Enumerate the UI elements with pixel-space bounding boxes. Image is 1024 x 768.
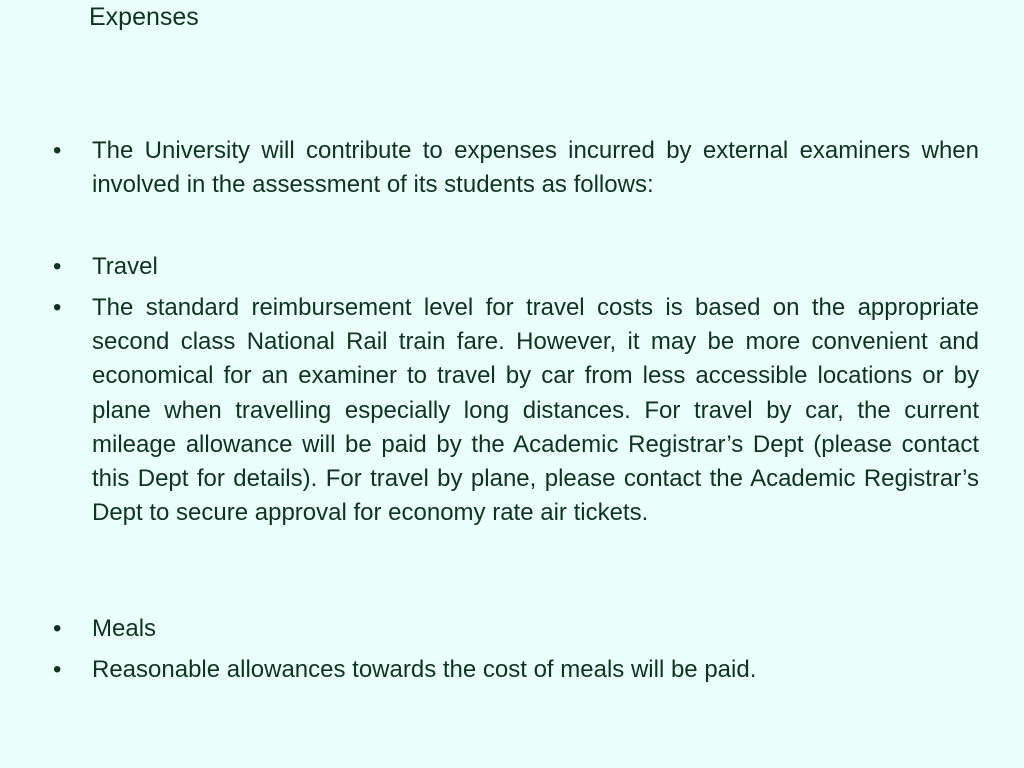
bullet-item [53, 250, 979, 284]
bullet-item [53, 612, 979, 646]
bullet-text: Meals [92, 615, 157, 642]
bullet-marker: • [53, 294, 62, 321]
slide-title: Expenses [89, 3, 199, 31]
bullet-marker: • [53, 656, 62, 683]
bullet-item [53, 134, 979, 202]
bullet-marker: • [53, 615, 62, 642]
bullet-text: The standard reimbursement level for travel costs is based on the appropriate second class National Rail train fare. However, it may be more convenient and economical for an examiner to travel by car from less accessible locations or by plane when travelling especially long distances. For travel by car, the current mileage allowance will be paid by the Academic Registrar’s Dept (please contact this Dept for details). For travel by plane, please contact the Academic Registrar’s Dept to secure approval for economy rate air tickets. [92, 294, 979, 527]
bullet-text: The University will contribute to expenses incurred by external examiners when involved in the assessment of its students as follows: [92, 137, 979, 199]
bullet-marker: • [53, 137, 62, 164]
bullet-item [53, 291, 979, 530]
bullet-text: Reasonable allowances towards the cost of meals will be paid. [92, 656, 757, 683]
bullet-text: Travel [92, 253, 158, 280]
bullet-item [53, 653, 979, 687]
bullet-marker: • [53, 253, 62, 280]
